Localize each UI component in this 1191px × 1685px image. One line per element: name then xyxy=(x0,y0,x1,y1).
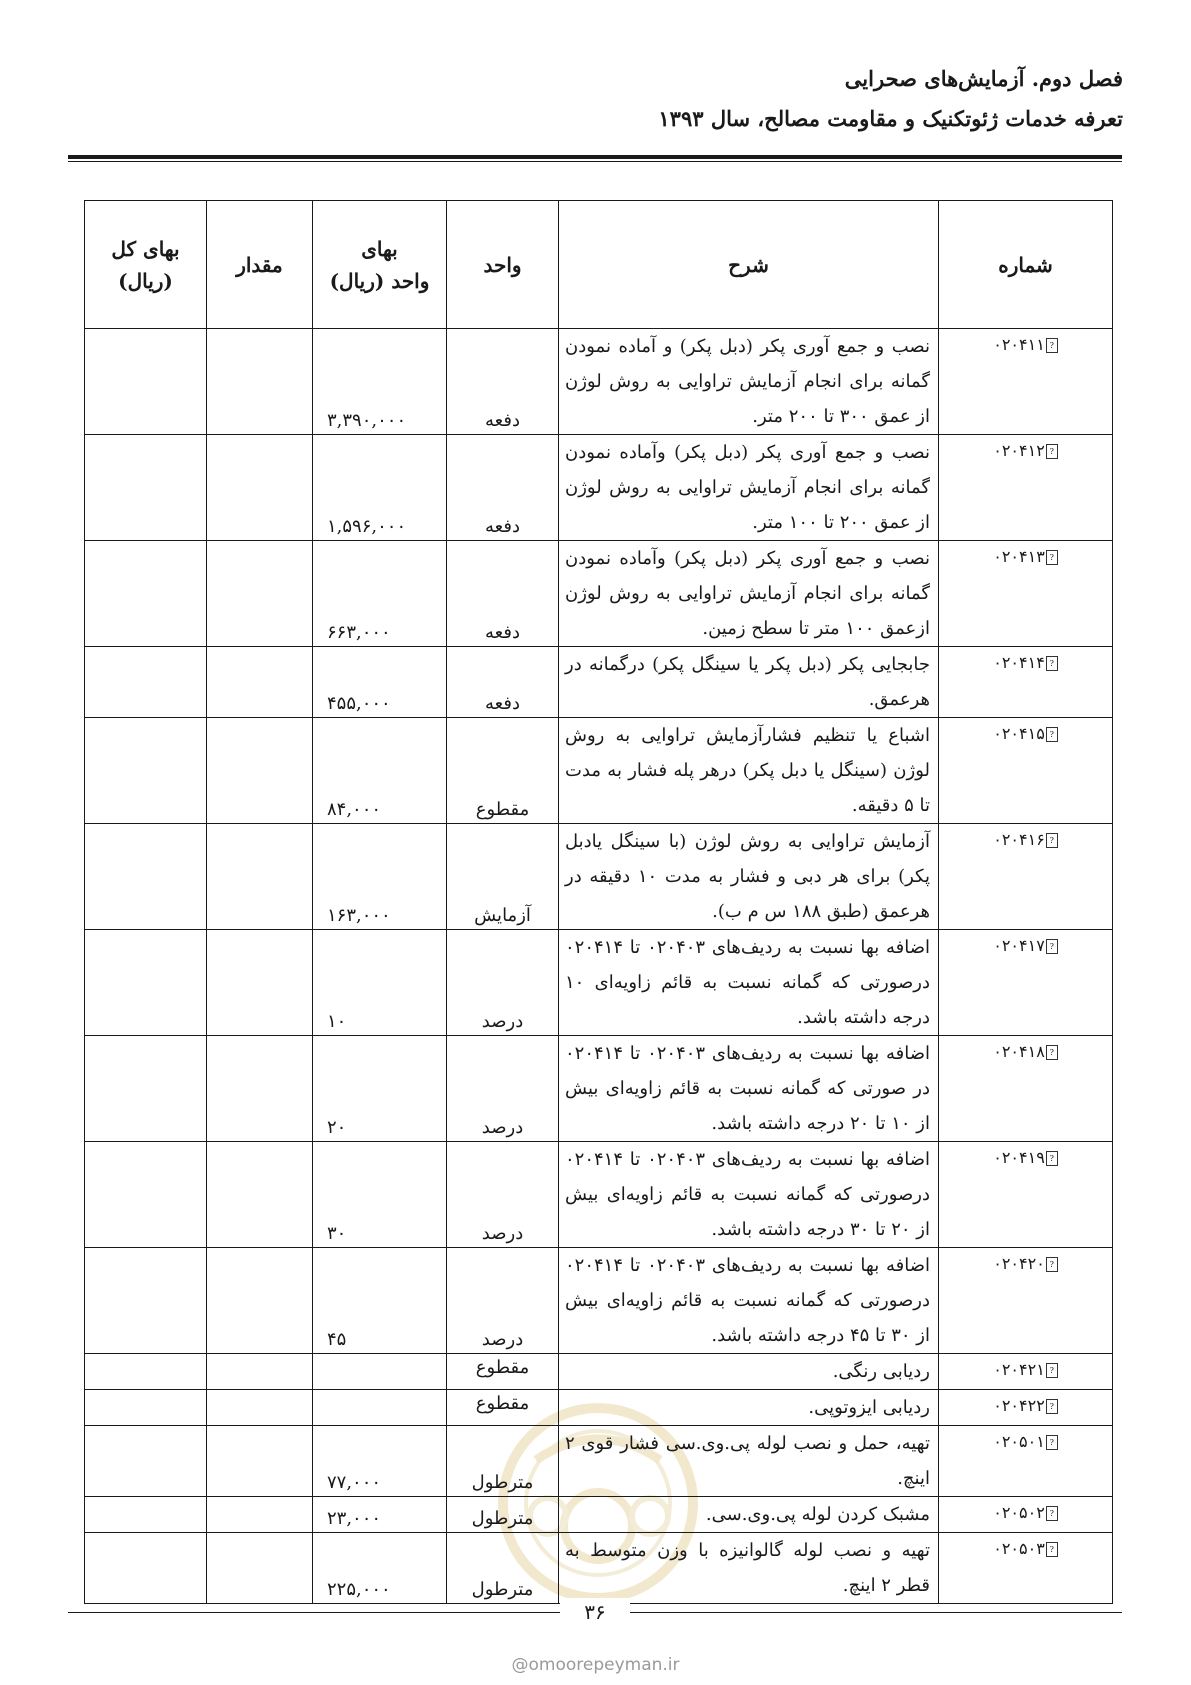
table-row xyxy=(85,1497,1113,1533)
table-row xyxy=(85,824,1113,930)
header-unit-price xyxy=(313,201,447,329)
row-description: اشباع یا تنظیم فشارآزمایش تراوایی به روش لوژن (سینگل یا دبل پکر) درهر پله فشار به مدت تا ۵ دقیقه. xyxy=(559,718,939,824)
row-number-cell xyxy=(939,1426,1113,1497)
row-total xyxy=(85,930,207,1036)
row-total xyxy=(85,435,207,541)
row-number: ۰۲۰۵۰۱ xyxy=(993,1432,1045,1451)
row-total xyxy=(85,718,207,824)
row-quantity xyxy=(207,1142,313,1248)
row-total xyxy=(85,647,207,718)
row-description: مشبک کردن لوله پی.وی.سی. xyxy=(559,1497,939,1533)
row-unit-price xyxy=(313,1390,447,1426)
row-unit-price: ۴۵ xyxy=(313,1248,447,1354)
table-row xyxy=(85,718,1113,824)
row-quantity xyxy=(207,1036,313,1142)
row-number: ۰۲۰۴۱۴ xyxy=(993,653,1045,672)
row-number-cell xyxy=(939,1142,1113,1248)
header-rule-thick xyxy=(68,155,1122,159)
row-unit: مترطول xyxy=(447,1426,559,1497)
table-row xyxy=(85,329,1113,435)
header-total-line1: بهای کل xyxy=(111,236,180,261)
marker-icon: ? xyxy=(1046,1542,1058,1557)
row-description: اضافه بها نسبت به ردیف‌های ۰۲۰۴۰۳ تا ۰۲۰۴۱۴ درصورتی که گمانه نسبت به قائم زاویه‌ای بیش از ۲۰ تا ۳۰ درجه داشته باشد. xyxy=(559,1142,939,1248)
row-number-cell xyxy=(939,647,1113,718)
row-unit: دفعه xyxy=(447,435,559,541)
row-quantity xyxy=(207,1390,313,1426)
row-unit-price: ۸۴,۰۰۰ xyxy=(313,718,447,824)
row-quantity xyxy=(207,1354,313,1390)
table-row xyxy=(85,435,1113,541)
row-number: ۰۲۰۴۱۲ xyxy=(993,441,1045,460)
row-quantity xyxy=(207,1533,313,1604)
row-quantity xyxy=(207,718,313,824)
marker-icon: ? xyxy=(1046,1363,1058,1378)
row-description: ردیابی ایزوتوپی. xyxy=(559,1390,939,1426)
row-number: ۰۲۰۴۲۲ xyxy=(993,1396,1045,1415)
row-unit-price: ۲۰ xyxy=(313,1036,447,1142)
row-total xyxy=(85,1390,207,1426)
row-number-cell xyxy=(939,930,1113,1036)
row-unit: دفعه xyxy=(447,647,559,718)
row-unit-price: ۴۵۵,۰۰۰ xyxy=(313,647,447,718)
row-unit-price: ۱۰ xyxy=(313,930,447,1036)
marker-icon: ? xyxy=(1046,1435,1058,1450)
row-quantity xyxy=(207,541,313,647)
table-row xyxy=(85,1354,1113,1390)
chapter-title: فصل دوم. آزمایش‌های صحرایی xyxy=(844,66,1123,91)
marker-icon: ? xyxy=(1046,338,1058,353)
marker-icon: ? xyxy=(1046,727,1058,742)
row-number-cell xyxy=(939,541,1113,647)
row-unit-price: ۶۶۳,۰۰۰ xyxy=(313,541,447,647)
row-total xyxy=(85,329,207,435)
marker-icon: ? xyxy=(1046,1045,1058,1060)
row-unit: مترطول xyxy=(447,1533,559,1604)
row-quantity xyxy=(207,1248,313,1354)
row-description: تهیه، حمل و نصب لوله پی.وی.سی فشار قوی ۲ اینچ. xyxy=(559,1426,939,1497)
row-number: ۰۲۰۴۱۷ xyxy=(993,936,1045,955)
table-row xyxy=(85,930,1113,1036)
row-number-cell xyxy=(939,1036,1113,1142)
row-description: ردیابی رنگی. xyxy=(559,1354,939,1390)
row-number-cell xyxy=(939,1354,1113,1390)
row-number: ۰۲۰۴۱۵ xyxy=(993,724,1045,743)
marker-icon: ? xyxy=(1046,1506,1058,1521)
website-watermark: @omoorepeyman.ir xyxy=(511,1655,680,1675)
page-header xyxy=(658,62,1123,136)
row-unit-price xyxy=(313,1354,447,1390)
row-unit-price: ۳۰ xyxy=(313,1142,447,1248)
row-total xyxy=(85,1142,207,1248)
marker-icon: ? xyxy=(1046,1257,1058,1272)
marker-icon: ? xyxy=(1046,656,1058,671)
row-unit: دفعه xyxy=(447,329,559,435)
row-description: نصب و جمع آوری پکر (دبل پکر) وآماده نمودن گمانه برای انجام آزمایش تراوایی به روش لوژن از عمق ۲۰۰ تا ۱۰۰ متر. xyxy=(559,435,939,541)
row-quantity xyxy=(207,329,313,435)
row-number-cell xyxy=(939,435,1113,541)
table-row xyxy=(85,1390,1113,1426)
table-header-row xyxy=(85,201,1113,329)
row-unit: درصد xyxy=(447,1036,559,1142)
row-description: تهیه و نصب لوله گالوانیزه با وزن متوسط به قطر ۲ اینچ. xyxy=(559,1533,939,1604)
row-description: اضافه بها نسبت به ردیف‌های ۰۲۰۴۰۳ تا ۰۲۰۴۱۴ در صورتی که گمانه نسبت به قائم زاویه‌ای بیش از ۱۰ تا ۲۰ درجه داشته باشد. xyxy=(559,1036,939,1142)
row-unit: مقطوع xyxy=(447,1354,559,1390)
row-unit-price: ۷۷,۰۰۰ xyxy=(313,1426,447,1497)
row-number: ۰۲۰۵۰۳ xyxy=(993,1539,1045,1558)
marker-icon: ? xyxy=(1046,833,1058,848)
header-total-line2: (ریال) xyxy=(118,268,173,293)
row-number-cell xyxy=(939,1248,1113,1354)
tariff-table xyxy=(84,200,1113,1604)
row-unit: درصد xyxy=(447,930,559,1036)
row-quantity xyxy=(207,930,313,1036)
marker-icon: ? xyxy=(1046,1399,1058,1414)
row-number: ۰۲۰۴۱۱ xyxy=(993,335,1045,354)
header-unit-price-line1: بهای xyxy=(361,236,398,261)
row-total xyxy=(85,1497,207,1533)
row-quantity xyxy=(207,435,313,541)
marker-icon: ? xyxy=(1046,444,1058,459)
row-number-cell xyxy=(939,329,1113,435)
header-number: شماره xyxy=(939,201,1113,329)
row-total xyxy=(85,1036,207,1142)
row-description: اضافه بها نسبت به ردیف‌های ۰۲۰۴۰۳ تا ۰۲۰۴۱۴ درصورتی که گمانه نسبت به قائم زاویه‌ای ۱۰ درجه داشته باشد. xyxy=(559,930,939,1036)
row-number: ۰۲۰۴۱۸ xyxy=(993,1042,1045,1061)
page-number: ۳۶ xyxy=(560,1598,630,1626)
row-total xyxy=(85,1354,207,1390)
row-number: ۰۲۰۴۲۰ xyxy=(993,1254,1045,1273)
row-unit: دفعه xyxy=(447,541,559,647)
table-row xyxy=(85,1533,1113,1604)
row-number-cell xyxy=(939,1497,1113,1533)
row-total xyxy=(85,541,207,647)
row-description: نصب و جمع آوری پکر (دبل پکر) و آماده نمودن گمانه برای انجام آزمایش تراوایی به روش لوژن از عمق ۳۰۰ تا ۲۰۰ متر. xyxy=(559,329,939,435)
row-unit: مقطوع xyxy=(447,718,559,824)
row-description: جابجایی پکر (دبل پکر یا سینگل پکر) درگمانه در هرعمق. xyxy=(559,647,939,718)
header-rule-thin xyxy=(68,161,1122,162)
marker-icon: ? xyxy=(1046,550,1058,565)
row-total xyxy=(85,1426,207,1497)
table-row xyxy=(85,1036,1113,1142)
row-unit: درصد xyxy=(447,1142,559,1248)
row-unit: مقطوع xyxy=(447,1390,559,1426)
row-unit-price: ۲۳,۰۰۰ xyxy=(313,1497,447,1533)
table-row xyxy=(85,1248,1113,1354)
marker-icon: ? xyxy=(1046,1151,1058,1166)
row-unit-price: ۱,۵۹۶,۰۰۰ xyxy=(313,435,447,541)
row-unit-price: ۲۲۵,۰۰۰ xyxy=(313,1533,447,1604)
header-total xyxy=(85,201,207,329)
row-quantity xyxy=(207,824,313,930)
row-unit-price: ۳,۳۹۰,۰۰۰ xyxy=(313,329,447,435)
row-description: آزمایش تراوایی به روش لوژن (با سینگل یادبل پکر) برای هر دبی و فشار به مدت ۱۰ دقیقه در هرعمق (طبق ۱۸۸ س م ب). xyxy=(559,824,939,930)
row-number-cell xyxy=(939,1533,1113,1604)
row-number: ۰۲۰۴۱۹ xyxy=(993,1148,1045,1167)
row-number-cell xyxy=(939,718,1113,824)
row-unit: آزمایش xyxy=(447,824,559,930)
table-row xyxy=(85,1426,1113,1497)
row-number-cell xyxy=(939,824,1113,930)
table-row xyxy=(85,541,1113,647)
row-unit: مترطول xyxy=(447,1497,559,1533)
table-row xyxy=(85,1142,1113,1248)
row-quantity xyxy=(207,1497,313,1533)
table-row xyxy=(85,647,1113,718)
header-description: شرح xyxy=(559,201,939,329)
row-number: ۰۲۰۴۲۱ xyxy=(993,1360,1045,1379)
row-number: ۰۲۰۴۱۳ xyxy=(993,547,1045,566)
row-number: ۰۲۰۴۱۶ xyxy=(993,830,1045,849)
document-subtitle: تعرفه خدمات ژئوتکنیک و مقاومت مصالح، سال ۱۳۹۳ xyxy=(658,106,1123,131)
row-description: اضافه بها نسبت به ردیف‌های ۰۲۰۴۰۳ تا ۰۲۰۴۱۴ درصورتی که گمانه نسبت به قائم زاویه‌ای بیش از ۳۰ تا ۴۵ درجه داشته باشد. xyxy=(559,1248,939,1354)
header-unit: واحد xyxy=(447,201,559,329)
row-unit: درصد xyxy=(447,1248,559,1354)
header-quantity: مقدار xyxy=(207,201,313,329)
row-number-cell xyxy=(939,1390,1113,1426)
row-description: نصب و جمع آوری پکر (دبل پکر) وآماده نمودن گمانه برای انجام آزمایش تراوایی به روش لوژن ازعمق ۱۰۰ متر تا سطح زمین. xyxy=(559,541,939,647)
marker-icon: ? xyxy=(1046,939,1058,954)
row-total xyxy=(85,824,207,930)
row-quantity xyxy=(207,1426,313,1497)
header-unit-price-line2: واحد (ریال) xyxy=(329,268,430,293)
row-number: ۰۲۰۵۰۲ xyxy=(993,1503,1045,1522)
row-total xyxy=(85,1248,207,1354)
row-unit-price: ۱۶۳,۰۰۰ xyxy=(313,824,447,930)
row-total xyxy=(85,1533,207,1604)
row-quantity xyxy=(207,647,313,718)
